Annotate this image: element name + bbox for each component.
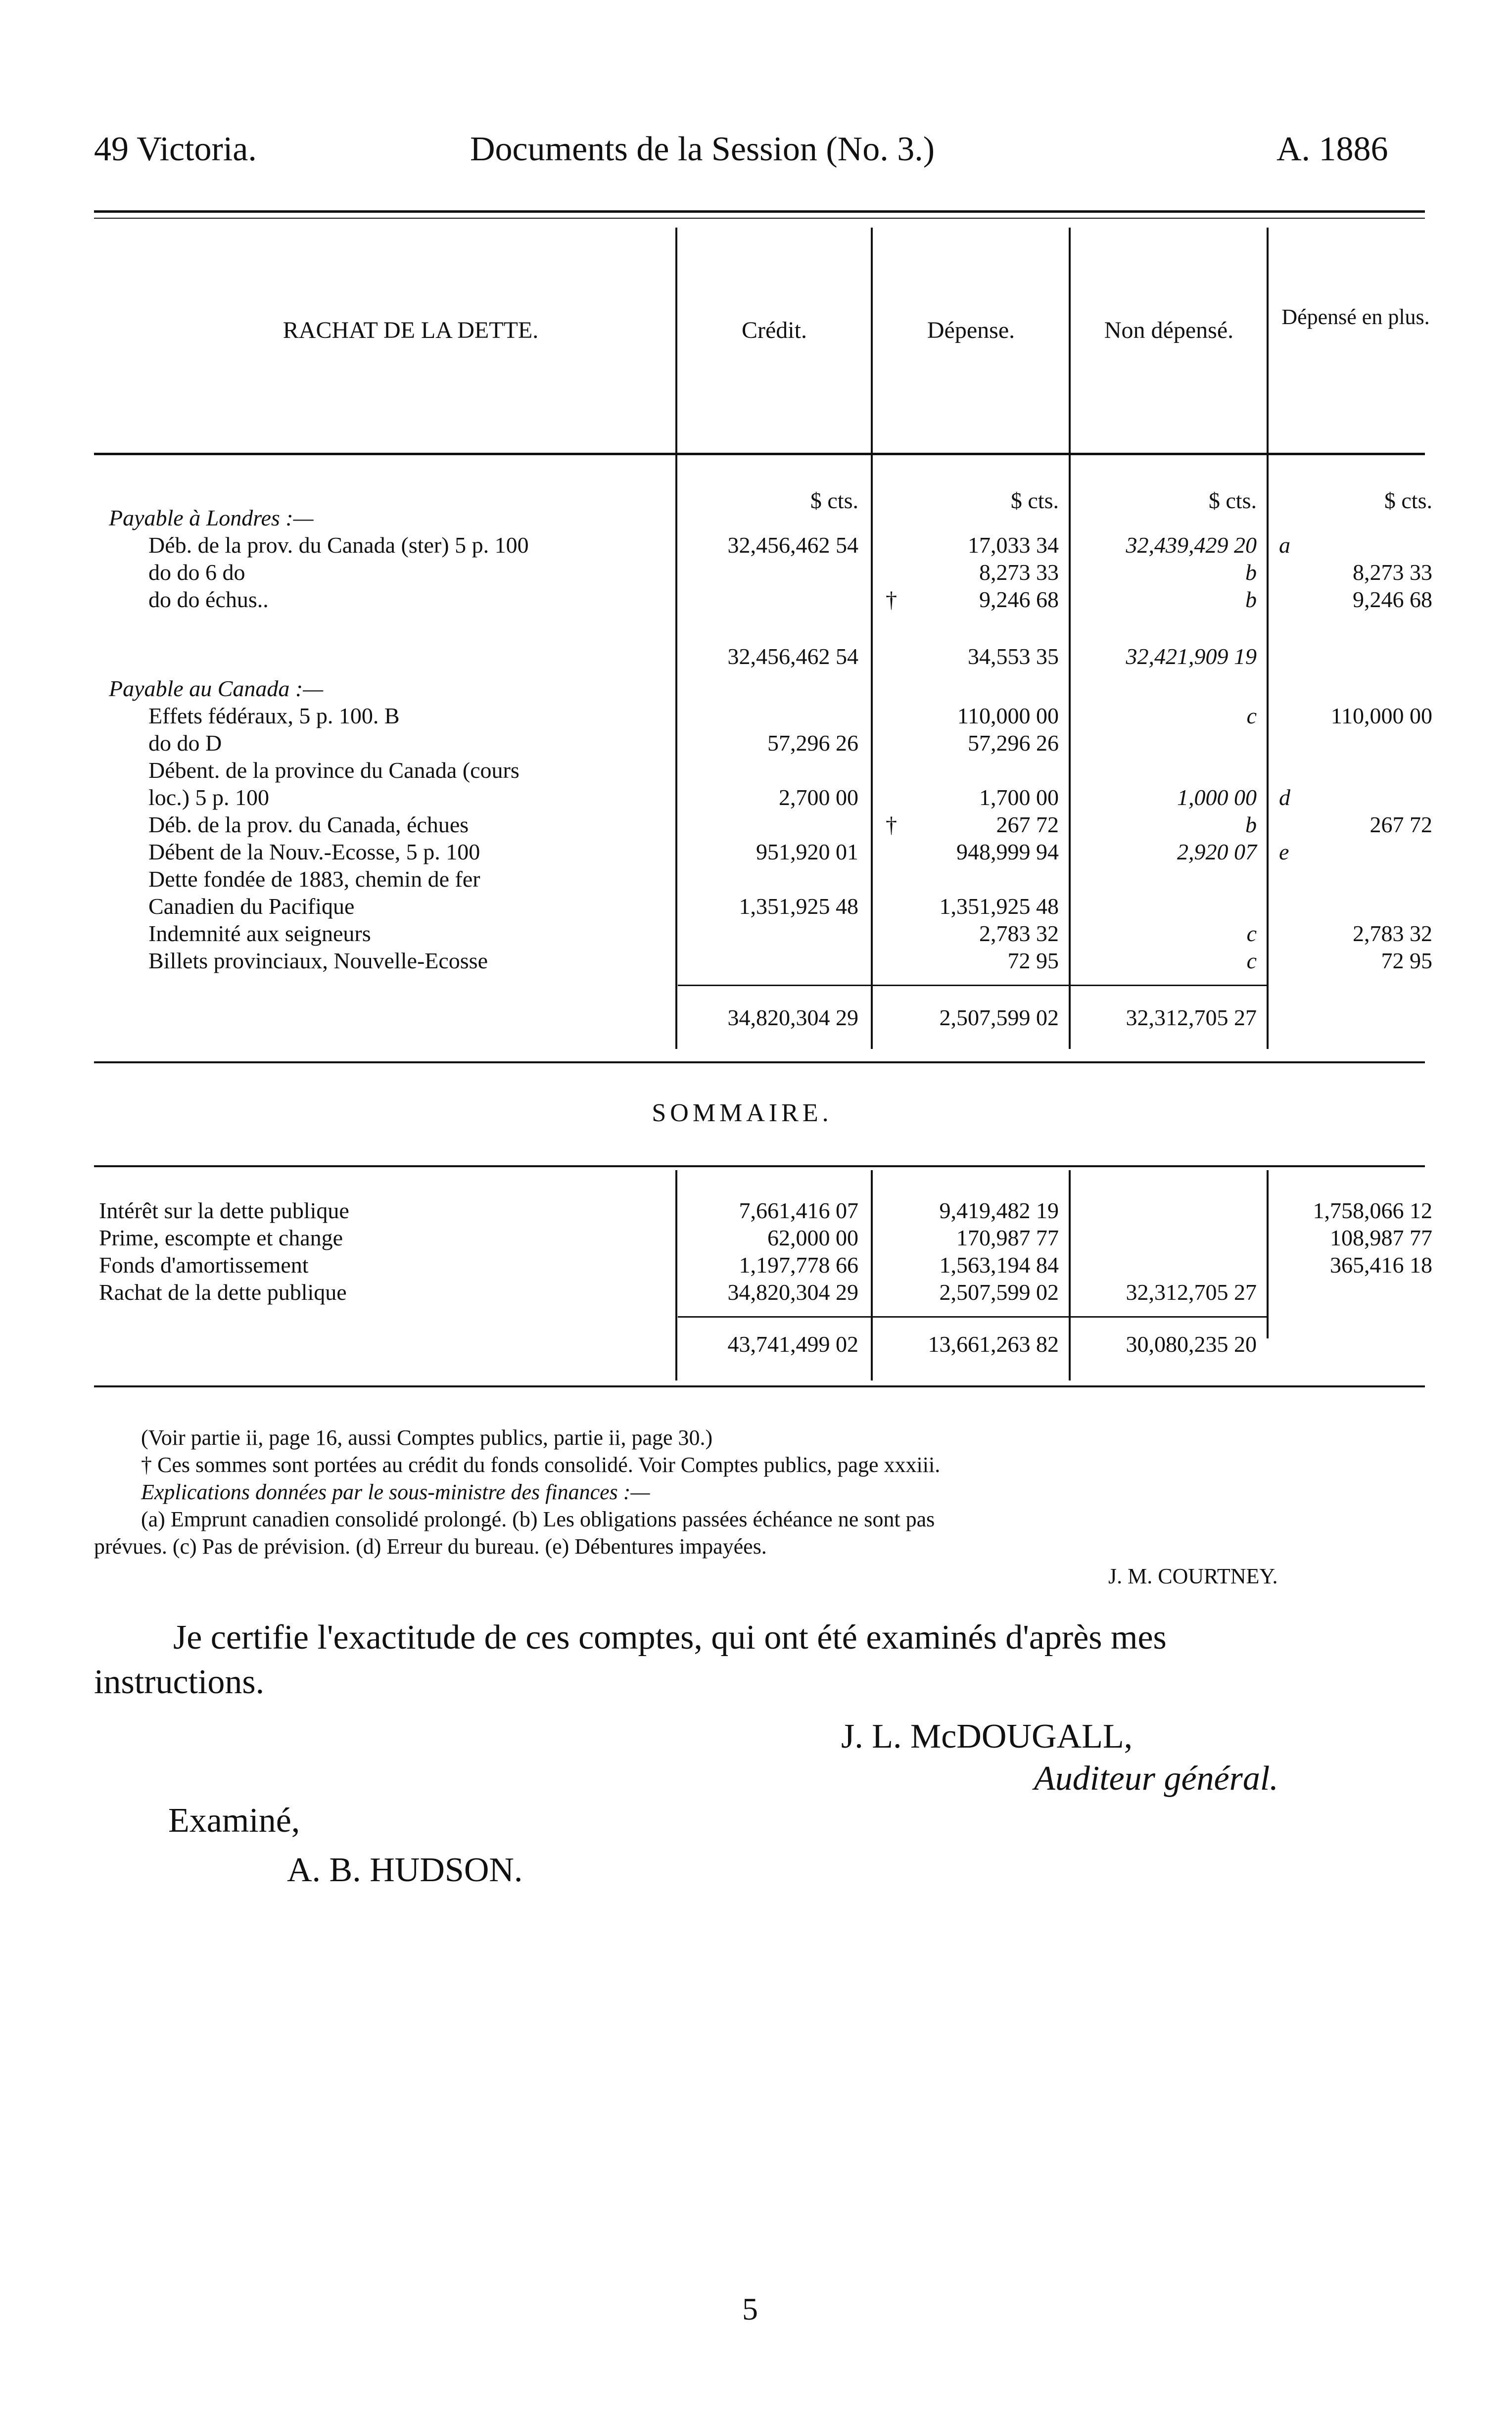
sommaire-col-rule-2	[871, 1170, 873, 1380]
sommaire-col-rule-3	[1069, 1170, 1071, 1380]
note-line-1: (Voir partie ii, page 16, aussi Comptes publics, partie ii, page 30.)	[141, 1425, 713, 1450]
cell-non-depense: 2,920 07	[1177, 839, 1257, 864]
auditor-title: Auditeur général.	[1034, 1759, 1278, 1798]
sommaire-credit: 7,661,416 07	[739, 1198, 858, 1223]
cell-credit: 2,700 00	[779, 785, 858, 810]
sommaire-credit: 34,820,304 29	[727, 1280, 858, 1305]
col-rule-1	[675, 228, 677, 1049]
col-head-plus: Dépensé en plus.	[1281, 305, 1430, 329]
col-head-non-depense: Non dépensé.	[1104, 317, 1234, 343]
dagger-mark: †	[886, 587, 897, 612]
cell-non-depense: 1,000 00	[1177, 785, 1257, 810]
auditor-name: J. L. McDOUGALL,	[841, 1717, 1133, 1756]
row-label: Canadien du Pacifique	[148, 894, 355, 919]
col-head-depense: Dépense.	[927, 317, 1015, 343]
row-label: loc.) 5 p. 100	[148, 785, 270, 810]
sommaire-label: Prime, escompte et change	[99, 1225, 343, 1250]
sommaire-col-rule-4	[1267, 1170, 1269, 1338]
unit-depense: $ cts.	[1010, 488, 1059, 513]
header-rule-thick	[94, 210, 1425, 213]
total-rule	[678, 985, 1267, 986]
note-line-2: † Ces sommes sont portées au crédit du fonds consolidé. Voir Comptes publics, page xxxiii.	[141, 1453, 941, 1477]
cell-non-depense: c	[1246, 948, 1257, 973]
table-head-rule	[94, 453, 1425, 455]
cell-depense: 34,553 35	[968, 644, 1059, 669]
sommaire-title: SOMMAIRE.	[652, 1099, 833, 1127]
row-label: do do 6 do	[148, 560, 245, 585]
total-non: 32,312,705 27	[1126, 1005, 1257, 1030]
sommaire-label: Fonds d'amortissement	[99, 1252, 309, 1278]
col-rule-3	[1069, 228, 1071, 1049]
sommaire-total-non: 30,080,235 20	[1126, 1331, 1257, 1357]
cert-line-1: Je certifie l'exactitude de ces comptes, qui ont été examinés d'après mes	[173, 1618, 1167, 1657]
cell-credit: 32,456,462 54	[727, 532, 858, 558]
sommaire-depense: 1,563,194 84	[939, 1252, 1059, 1278]
row-label: Débent. de la province du Canada (cours	[148, 758, 520, 783]
header-rule-thin	[94, 218, 1425, 219]
sommaire-depense: 170,987 77	[956, 1225, 1059, 1250]
cell-depense: 267 72	[996, 812, 1059, 837]
cert-line-2: instructions.	[94, 1663, 265, 1701]
row-label: Débent de la Nouv.-Ecosse, 5 p. 100	[148, 839, 480, 864]
col-head-credit: Crédit.	[742, 317, 807, 343]
sommaire-total-rule	[678, 1316, 1267, 1318]
row-label: Déb. de la prov. du Canada, échues	[148, 812, 469, 837]
cell-plus: 267 72	[1370, 812, 1432, 837]
cell-non-depense: c	[1246, 703, 1257, 728]
page-number: 5	[742, 2291, 758, 2327]
row-label: Déb. de la prov. du Canada (ster) 5 p. 100	[148, 532, 529, 558]
sommaire-top-rule	[94, 1165, 1425, 1167]
cell-depense: 72 95	[1007, 948, 1059, 973]
row-label: Indemnité aux seigneurs	[148, 921, 371, 946]
note-signature: J. M. COURTNEY.	[1108, 1564, 1278, 1588]
sommaire-plus: 1,758,066 12	[1313, 1198, 1432, 1223]
total-depense: 2,507,599 02	[939, 1005, 1059, 1030]
sommaire-non-depense: 32,312,705 27	[1126, 1280, 1257, 1305]
section-london: Payable à Londres :—	[109, 505, 314, 530]
cell-depense: 1,700 00	[979, 785, 1059, 810]
cell-depense: 110,000 00	[957, 703, 1059, 728]
header-left: 49 Victoria.	[94, 130, 257, 168]
sommaire-depense: 9,419,482 19	[939, 1198, 1059, 1223]
cell-non-depense: c	[1246, 921, 1257, 946]
unit-credit: $ cts.	[810, 488, 858, 513]
cell-credit: 32,456,462 54	[727, 644, 858, 669]
cell-plus: 72 95	[1381, 948, 1432, 973]
cell-non-depense: b	[1245, 587, 1257, 612]
sommaire-label: Intérêt sur la dette publique	[99, 1198, 349, 1223]
row-label: Effets fédéraux, 5 p. 100. B	[148, 703, 400, 728]
examiner-name: A. B. HUDSON.	[287, 1851, 523, 1889]
cell-depense: 948,999 94	[956, 839, 1059, 864]
row-label: Dette fondée de 1883, chemin de fer	[148, 866, 480, 892]
table-title: RACHAT DE LA DETTE.	[283, 317, 539, 343]
examined-label: Examiné,	[168, 1802, 300, 1840]
unit-non: $ cts.	[1208, 488, 1257, 513]
row-label: Billets provinciaux, Nouvelle-Ecosse	[148, 948, 488, 973]
row-label: do do D	[148, 730, 222, 756]
col-rule-2	[871, 228, 873, 1049]
dagger-mark: †	[886, 812, 897, 837]
cell-depense: 17,033 34	[968, 532, 1059, 558]
sommaire-bottom-rule	[94, 1385, 1425, 1387]
section-canada: Payable au Canada :—	[109, 676, 324, 701]
note-line-5: prévues. (c) Pas de prévision. (d) Erreur du bureau. (e) Débentures impayées.	[94, 1534, 767, 1559]
note-line-4: (a) Emprunt canadien consolidé prolongé. (b) Les obligations passées échéance ne sont pas	[141, 1507, 935, 1531]
header-right: A. 1886	[1276, 130, 1388, 168]
sommaire-credit: 1,197,778 66	[739, 1252, 858, 1278]
sommaire-depense: 2,507,599 02	[939, 1280, 1059, 1305]
note-mark: a	[1279, 532, 1290, 558]
header-center: Documents de la Session (No. 3.)	[470, 130, 935, 168]
cell-depense: 2,783 32	[979, 921, 1059, 946]
cell-plus: 8,273 33	[1353, 560, 1432, 585]
cell-credit: 1,351,925 48	[739, 894, 858, 919]
note-mark: d	[1279, 785, 1290, 810]
sommaire-col-rule-1	[675, 1170, 677, 1380]
cell-credit: 951,920 01	[756, 839, 858, 864]
cell-depense: 8,273 33	[979, 560, 1059, 585]
sommaire-label: Rachat de la dette publique	[99, 1280, 347, 1305]
cell-plus: 110,000 00	[1330, 703, 1432, 728]
cell-depense: 57,296 26	[968, 730, 1059, 756]
cell-plus: 9,246 68	[1353, 587, 1432, 612]
total-credit: 34,820,304 29	[727, 1005, 858, 1030]
sommaire-plus: 365,416 18	[1330, 1252, 1432, 1278]
cell-non-depense: 32,421,909 19	[1126, 644, 1257, 669]
cell-non-depense: b	[1245, 560, 1257, 585]
cell-plus: 2,783 32	[1353, 921, 1432, 946]
note-mark: e	[1279, 839, 1289, 864]
row-label: do do échus..	[148, 587, 269, 612]
cell-non-depense: b	[1245, 812, 1257, 837]
table-bottom-rule	[94, 1061, 1425, 1063]
cell-non-depense: 32,439,429 20	[1126, 532, 1257, 558]
sommaire-credit: 62,000 00	[767, 1225, 858, 1250]
col-rule-4	[1267, 228, 1269, 1049]
cell-depense: 1,351,925 48	[939, 894, 1059, 919]
unit-plus: $ cts.	[1384, 488, 1432, 513]
sommaire-plus: 108,987 77	[1330, 1225, 1432, 1250]
sommaire-total-credit: 43,741,499 02	[727, 1331, 858, 1357]
note-line-3: Explications données par le sous-ministre des finances :—	[141, 1480, 650, 1504]
cell-depense: 9,246 68	[979, 587, 1059, 612]
sommaire-total-depense: 13,661,263 82	[928, 1331, 1059, 1357]
cell-credit: 57,296 26	[767, 730, 858, 756]
